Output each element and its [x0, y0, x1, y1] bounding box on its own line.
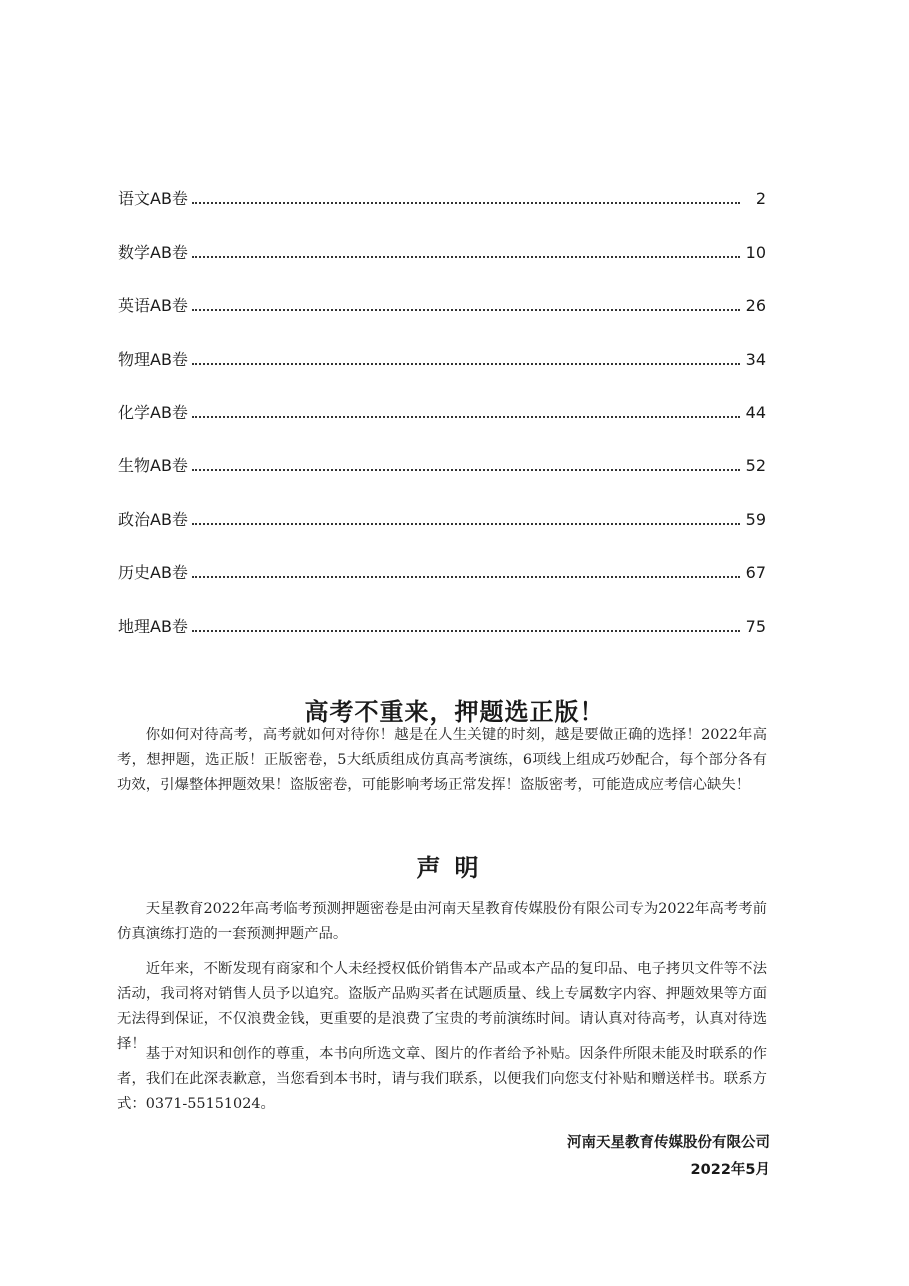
toc-entry-chemistry[interactable]	[118, 396, 766, 449]
toc-leader-dots	[192, 416, 740, 418]
toc-entry-math[interactable]	[118, 235, 766, 288]
toc-entry-physics[interactable]	[118, 342, 766, 395]
company-name: 河南天星教育传媒股份有限公司	[567, 1135, 770, 1151]
statement-paragraph-2: 近年来，不断发现有商家和个人未经授权低价销售本产品或本产品的复印品、电子拷贝文件等不法活动，我司将对销售人员予以追究。盗版产品购买者在试题质量、线上专属数字内容、押题效果等方面无法得到保证，不仅浪费金钱，更重要的是浪费了宝贵的考前演练时间。请认真对待高考，认真对待选择！	[117, 961, 767, 1052]
toc-entry-page: 67	[745, 563, 766, 583]
toc-entry-page: 75	[745, 616, 766, 636]
statement-heading: 声明	[416, 854, 493, 882]
toc-entry-page: 59	[745, 509, 766, 529]
slogan-paragraph: 你如何对待高考，高考就如何对待你！越是在人生关键的时刻，越是要做正确的选择！2022年高考，想押题，选正版！正版密卷，5大纸质组成仿真高考演练，6项线上组成巧妙配合，每个部分各有功效，引爆整体押题效果！盗版密卷，可能影响考场正常发挥！盗版密考，可能造成应考信心缺失！	[117, 727, 767, 793]
toc-entry-geography[interactable]	[118, 609, 766, 662]
toc-entry-label: 政治AB卷	[118, 509, 188, 529]
statement-paragraph-1: 天星教育2022年高考临考预测押题密卷是由河南天星教育传媒股份有限公司专为2022年高考考前仿真演练打造的一套预测押题产品。	[117, 901, 767, 942]
toc-entry-page: 52	[745, 456, 766, 476]
toc-entry-label: 化学AB卷	[118, 402, 188, 422]
toc-entry-politics[interactable]	[118, 502, 766, 555]
toc-entry-page: 2	[755, 189, 766, 209]
toc-entry-page: 34	[745, 349, 766, 369]
toc-entry-label: 地理AB卷	[118, 616, 188, 636]
toc-entry-label: 英语AB卷	[118, 296, 188, 316]
toc-entry-label: 数学AB卷	[118, 242, 188, 262]
toc-entry-page: 10	[745, 242, 766, 262]
toc-entry-english[interactable]	[118, 289, 766, 342]
publish-date: 2022年5月	[690, 1162, 770, 1178]
toc-leader-dots	[192, 309, 740, 311]
toc-leader-dots	[192, 202, 740, 204]
toc-entry-label: 语文AB卷	[118, 189, 188, 209]
toc-entry-label: 生物AB卷	[118, 456, 188, 476]
toc-entry-history[interactable]	[118, 556, 766, 609]
table-of-contents	[118, 182, 766, 663]
toc-leader-dots	[192, 523, 740, 525]
toc-leader-dots	[192, 469, 740, 471]
slogan-heading: 高考不重来，押题选正版！	[304, 698, 605, 726]
toc-entry-label: 物理AB卷	[118, 349, 188, 369]
statement-paragraph-3: 基于对知识和创作的尊重，本书向所选文章、图片的作者给予补贴。因条件所限未能及时联系的作者，我们在此深表歉意，当您看到本书时，请与我们联系，以便我们向您支付补贴和赠送样书。联系方式：0371-55151024。	[117, 1046, 767, 1112]
toc-leader-dots	[192, 576, 740, 578]
toc-entry-biology[interactable]	[118, 449, 766, 502]
toc-leader-dots	[192, 630, 740, 632]
toc-entry-page: 44	[745, 402, 766, 422]
toc-leader-dots	[192, 256, 740, 258]
toc-entry-label: 历史AB卷	[118, 563, 188, 583]
toc-entry-chinese[interactable]	[118, 182, 766, 235]
toc-entry-page: 26	[745, 296, 766, 316]
toc-leader-dots	[192, 363, 740, 365]
